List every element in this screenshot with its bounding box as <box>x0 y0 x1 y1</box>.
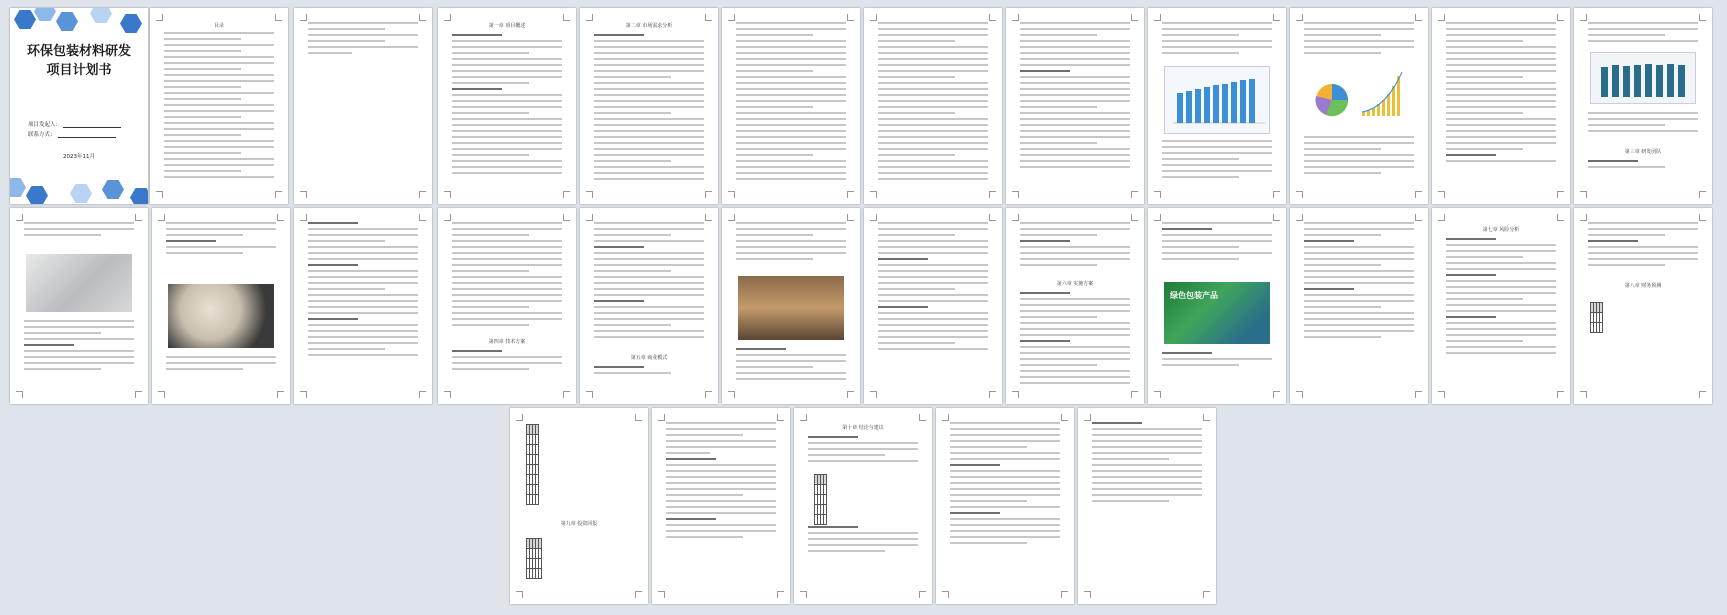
pie-slice <box>1332 84 1348 100</box>
page-text-e[interactable] <box>294 208 432 404</box>
page-ch3[interactable] <box>1574 8 1712 204</box>
page-ch6[interactable] <box>1006 208 1144 404</box>
chapter-heading: 第四章 技术方案 <box>488 339 526 345</box>
summary-table <box>814 474 827 525</box>
chapter-heading: 第六章 实施方案 <box>1056 281 1094 287</box>
growth-bar <box>1387 94 1390 116</box>
chart-bar <box>1645 64 1652 97</box>
page-ch1[interactable] <box>438 8 576 204</box>
page-text-g[interactable] <box>1290 208 1428 404</box>
warehouse-photo <box>738 276 844 340</box>
page-photo-product[interactable] <box>10 208 148 404</box>
cover-hex-decoration <box>14 10 36 29</box>
page-text-c[interactable] <box>1006 8 1144 204</box>
chart-bar <box>1195 89 1201 123</box>
growth-bar <box>1372 108 1375 116</box>
chart-bar <box>1656 65 1663 97</box>
chart-bar <box>1186 91 1192 123</box>
chart-bar <box>1623 66 1630 97</box>
page-text-j[interactable] <box>1078 408 1216 604</box>
page-text-b[interactable] <box>864 8 1002 204</box>
page-ch2[interactable] <box>580 8 718 204</box>
photo-caption: 绿色包装产品 <box>1170 291 1218 300</box>
chapter-heading: 第一章 项目概述 <box>488 23 526 29</box>
cover-hex-decoration <box>34 8 56 21</box>
growth-bar <box>1382 100 1385 116</box>
page-ch8[interactable] <box>1574 208 1712 404</box>
cover-hex-decoration <box>70 184 92 203</box>
page-photo-green[interactable] <box>1148 208 1286 404</box>
bar-chart-figure <box>1164 66 1270 134</box>
chart-bar <box>1667 64 1674 97</box>
cover-contact-field <box>28 130 116 138</box>
cover-hex-decoration <box>10 178 26 197</box>
page-text-h[interactable] <box>652 408 790 604</box>
page-bar-chart[interactable] <box>1148 8 1286 204</box>
chart-bar <box>1231 82 1237 123</box>
chart-bar <box>1634 65 1641 97</box>
chart-bar <box>1213 85 1219 123</box>
data-table-2 <box>526 538 542 579</box>
cover-applicant-field <box>28 120 121 128</box>
data-table-1 <box>526 424 539 505</box>
cover-title-line1: 环保包装材料研发 <box>26 44 131 59</box>
chart-bar <box>1222 84 1228 123</box>
cover-page[interactable] <box>10 8 148 204</box>
chart-bar <box>1601 67 1608 97</box>
cover-hex-decoration <box>90 8 112 23</box>
page-pie-chart[interactable] <box>1290 8 1428 204</box>
contact-label: 联系方式： <box>28 132 56 138</box>
chapter-heading: 第九章 投资回报 <box>560 521 598 527</box>
page-photo-pellets[interactable] <box>152 208 290 404</box>
chart-bar <box>1240 80 1246 123</box>
chapter-heading: 第五章 商业模式 <box>630 355 668 361</box>
chart-bar <box>1612 65 1619 97</box>
cover-title-line2: 项目计划书 <box>46 63 112 78</box>
page-text-d[interactable] <box>1432 8 1570 204</box>
page-photo-warehouse[interactable] <box>722 208 860 404</box>
bar-chart-svg <box>1165 67 1269 131</box>
chapter-heading: 第二章 市场需求分析 <box>625 23 673 29</box>
page-ch7[interactable] <box>1432 208 1570 404</box>
financial-table <box>1590 302 1603 333</box>
page-tables[interactable] <box>510 408 648 604</box>
cover-hex-decoration <box>56 12 78 31</box>
page-toc-1[interactable] <box>150 8 288 204</box>
chart-bar <box>1678 65 1685 97</box>
chart-bar <box>1204 87 1210 123</box>
pie-chart-svg <box>1306 66 1412 126</box>
bar-chart-figure-2 <box>1590 52 1696 104</box>
chapter-heading: 第三章 研发团队 <box>1624 149 1662 155</box>
chapter-heading: 第十章 结论与建议 <box>842 425 884 431</box>
cover-hex-decoration <box>130 188 148 204</box>
cover-hex-decoration <box>120 14 142 33</box>
pie-and-growth-figure <box>1306 66 1412 126</box>
cover-hex-decoration <box>26 186 48 204</box>
chapter-heading: 第八章 财务预测 <box>1624 283 1662 289</box>
bar-chart-svg <box>1591 53 1695 101</box>
growth-bar <box>1362 112 1365 116</box>
chart-bar <box>1249 79 1255 123</box>
page-text-a[interactable] <box>722 8 860 204</box>
chapter-heading: 第七章 风险分析 <box>1482 227 1520 233</box>
green-packaging-photo <box>1164 282 1270 344</box>
toc-heading: 目录 <box>213 23 224 29</box>
cover-title <box>10 42 148 80</box>
page-ch5[interactable] <box>580 208 718 404</box>
cover-date: 2023年11月 <box>63 154 95 160</box>
page-text-i[interactable] <box>936 408 1074 604</box>
growth-bar <box>1392 86 1395 116</box>
product-photo <box>26 254 132 312</box>
page-ch10[interactable] <box>794 408 932 604</box>
chart-bar <box>1177 93 1183 123</box>
page-ch4[interactable] <box>438 208 576 404</box>
page-text-f[interactable] <box>864 208 1002 404</box>
page-toc-2[interactable] <box>294 8 432 204</box>
applicant-label: 项目发起人： <box>28 122 62 128</box>
cover-hex-decoration <box>102 180 124 199</box>
pellets-photo <box>168 284 274 348</box>
